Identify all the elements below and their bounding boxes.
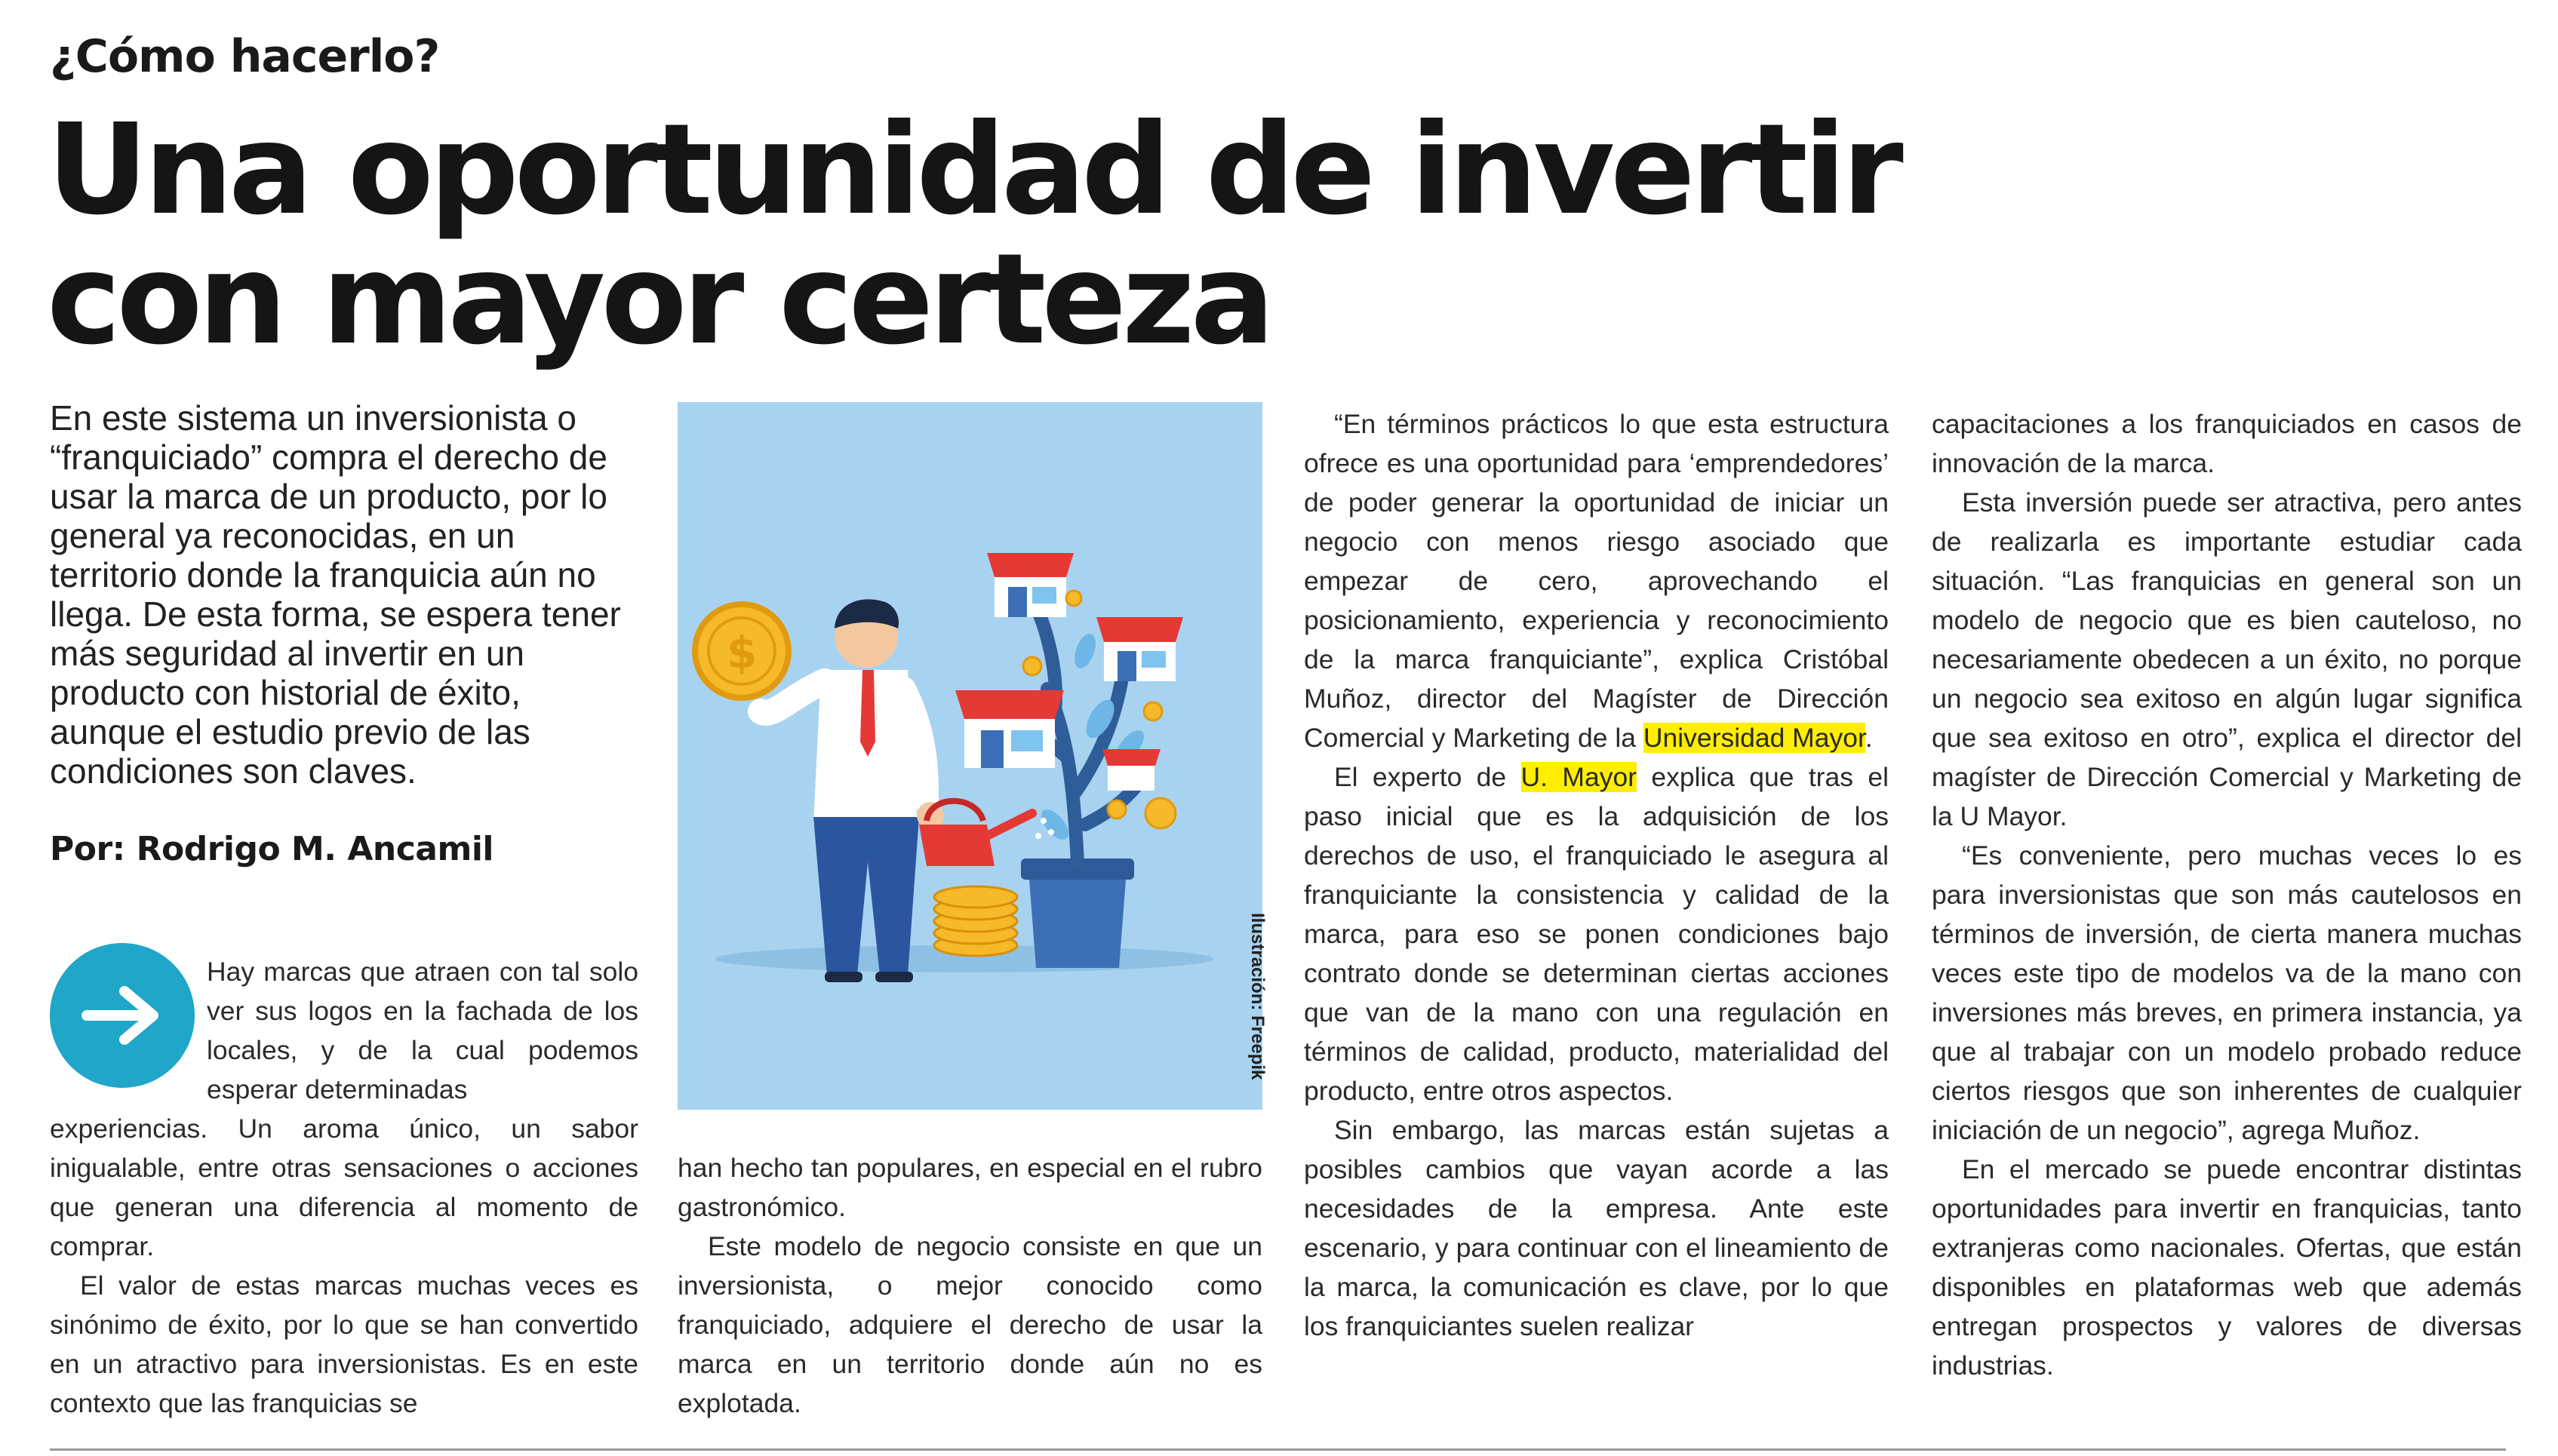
column-2-paragraph-1: han hecho tan populares, en especial en el rubro gastronómico.	[678, 1153, 1262, 1222]
article-lead: En este sistema un inversionista o “franquiciado” compra el derecho de usar la marca de un producto, por lo general ya reconocidas, en un territorio donde la franquicia aún no llega. De esta forma, se espera tener más seguridad al invertir en un producto con historial de éxito, aunque el estudio previo de las condiciones son claves.	[50, 398, 621, 791]
column-4-paragraph-3: “Es conveniente, pero muchas veces lo es para inversionistas que son más cautelosos en términos de inversión, de cierta manera muchas veces este tipo de modelos va de la mano con inversiones más breves, en primera instancia, ya que al trabajar con un modelo probado reduce ciertos riesgos que son inherentes de cualquier iniciación de un negocio”, agrega Muñoz.	[1932, 840, 2522, 1145]
column-1-paragraph-1: experiencias. Un aroma único, un sabor inigualable, entre otras sensaciones o acciones que generan una diferencia al momento de comprar.	[50, 1114, 638, 1261]
franchise-investment-illustration	[678, 402, 1262, 1110]
column-3-paragraph-1-text: “En términos prácticos lo que esta estructura ofrece es una oportunidad para ‘emprendedores’ de poder generar la oportunidad de iniciar un negocio con menos riesgo asociado que empezar de cero, aprovechando el posicionamiento, experiencia y reconocimiento de la marca franquiciante”, explica Cristóbal Muñoz, director del Magíster de Dirección Comercial y Marketing de la	[1304, 409, 1889, 753]
column-1-intro: Hay marcas que atraen con tal solo ver sus logos en la fachada de los locales, y de la cual podemos esperar determinadas	[207, 957, 638, 1104]
section-kicker: ¿Cómo hacerlo?	[50, 30, 440, 83]
byline: Por: Rodrigo M. Ancamil	[50, 830, 493, 868]
column-4-paragraph-2: Esta inversión puede ser atractiva, pero antes de realizarla es importante estudiar cada situación. “Las franquicias en general son un modelo de negocio que es bien cauteloso, no necesariamente obedecen a un éxito, no porque un negocio sea exitoso en algún lugar significa que sea exitoso en otro”, explica el director del magíster de Dirección Comercial y Marketing de la U Mayor.	[1932, 487, 2522, 831]
article-headline	[47, 97, 2084, 373]
column-4-paragraph-1: capacitaciones a los franquiciados en casos de innovación de la marca.	[1932, 409, 2522, 478]
column-1-paragraph-2: El valor de estas marcas muchas veces es sinónimo de éxito, por lo que se han convertido en un atractivo para inversionistas. Es en este contexto que las franquicias se	[50, 1270, 638, 1418]
highlight-universidad-mayor: Universidad Mayor	[1643, 723, 1865, 753]
column-4-paragraph-4: En el mercado se puede encontrar distintas oportunidades para invertir en franquicias, tanto extranjeras como nacionales. Ofertas, que están disponibles en plataformas web que además entregan prospectos y valores de diversas industrias.	[1932, 1154, 2522, 1381]
column-2	[678, 1148, 1262, 1423]
svg-text:$: $	[726, 627, 758, 678]
column-4	[1932, 404, 2522, 1385]
headline-line-2: con mayor certeza	[47, 227, 1271, 373]
column-3-paragraph-1: “En términos prácticos lo que esta estructura ofrece es una oportunidad para ‘emprendedores’ de poder generar la oportunidad de iniciar un negocio con menos riesgo asociado que empezar de cero, aprovechando el posicionamiento, experiencia y reconocimiento de la marca franquiciante”, explica Cristóbal Muñoz, director del Magíster de Dirección Comercial y Marketing de la Universidad Mayor.	[1304, 409, 1889, 753]
column-1	[50, 1109, 638, 1423]
column-3	[1304, 404, 1889, 1346]
headline-line-1: Una oportunidad de invertir	[47, 97, 1899, 243]
column-3-paragraph-2-end: explica que tras el paso inicial que es la adquisición de los derechos de uso, el franquiciado le asegura al franquiciante la consistencia y calidad de la marca, para eso se ponen condiciones bajo contrato donde se determinan ciertas acciones que van de la mano con una regulación en términos de calidad, producto, materialidad del producto, entre otros aspectos.	[1304, 762, 1889, 1106]
column-3-paragraph-2-start: El experto de	[1334, 762, 1507, 792]
column-3-paragraph-3: Sin embargo, las marcas están sujetas a posibles cambios que vayan acorde a las necesidades de la empresa. Ante este escenario, y para continuar con el lineamiento de la marca, la comunicación es clave, por lo que los franquiciantes suelen realizar	[1304, 1115, 1889, 1341]
illustration-credit: Ilustración: Freepik	[1247, 913, 1268, 1080]
column-3-paragraph-2	[1304, 757, 1889, 1110]
arrow-right-icon	[50, 943, 195, 1088]
bottom-divider	[50, 1448, 2506, 1451]
column-2-paragraph-2: Este modelo de negocio consiste en que un inversionista, o mejor conocido como franquiciado, adquiere el derecho de usar la marca en un territorio donde aún no es explotada.	[678, 1231, 1262, 1418]
highlight-u-mayor: U. Mayor	[1520, 762, 1637, 792]
